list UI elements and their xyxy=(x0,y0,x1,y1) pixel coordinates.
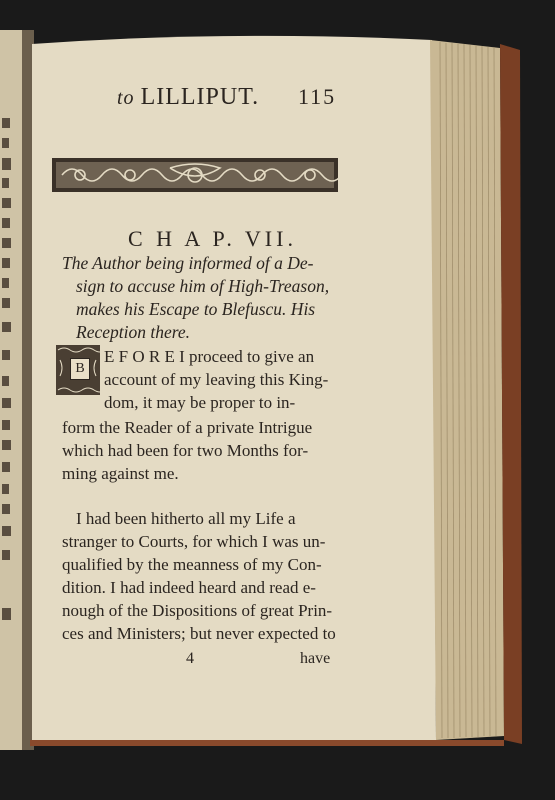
paragraph-line: ming against me. xyxy=(62,464,179,483)
paragraph-line: form the Reader of a private Intrigue xyxy=(62,418,313,437)
page-number: 115 xyxy=(298,84,337,109)
drop-cap-letter: B xyxy=(70,358,90,380)
chapter-summary-line: sign to accuse him of High-Treason, xyxy=(76,276,330,296)
catchword: have xyxy=(300,650,331,667)
chapter-title: C H A P. VII. xyxy=(128,226,297,251)
paragraph-line: which had been for two Months for- xyxy=(62,441,309,460)
paragraph-line: dition. I had indeed heard and read e- xyxy=(62,578,316,597)
paragraph-line: stranger to Courts, for which I was un- xyxy=(62,532,326,551)
paragraph-line: dom, it may be proper to in- xyxy=(104,393,296,412)
chapter-summary-line: makes his Escape to Blefuscu. His xyxy=(76,299,316,319)
paragraph-line: account of my leaving this King- xyxy=(104,370,329,389)
paragraph-line: I had been hitherto all my Life a xyxy=(76,509,296,528)
chapter-summary-line: Reception there. xyxy=(76,322,191,342)
chapter-summary-line: The Author being informed of a De- xyxy=(62,253,314,273)
paragraph-line: qualified by the meanness of my Con- xyxy=(62,555,322,574)
paragraph-line: ces and Ministers; but never expected to xyxy=(62,624,336,643)
running-head-title: LILLIPUT. xyxy=(140,84,260,110)
paragraph-line: nough of the Dispositions of great Prin- xyxy=(62,601,333,620)
running-head-prefix: to xyxy=(117,87,135,109)
paragraph-line: E F O R E I proceed to give an xyxy=(104,347,315,366)
signature-mark: 4 xyxy=(186,650,194,667)
